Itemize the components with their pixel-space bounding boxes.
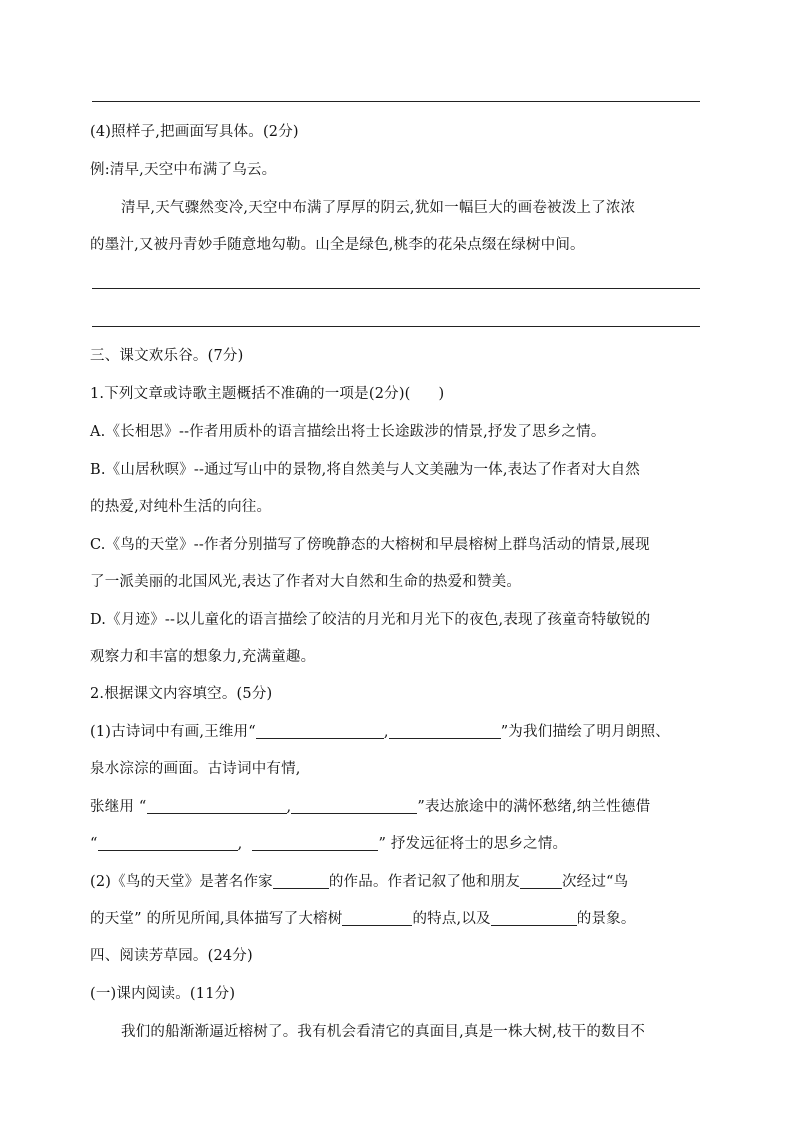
fill-blank[interactable] — [147, 798, 287, 814]
fill-blank[interactable] — [252, 835, 378, 851]
option-b-cont: 的热爱,对纯朴生活的向往。 — [90, 499, 272, 515]
fill-in-line — [90, 909, 636, 929]
sub-heading: (一)课内阅读。(11分) — [90, 986, 236, 1002]
question-stem-text: 1.下列文章或诗歌主题概括不准确的一项是(2分)( — [90, 386, 411, 402]
fill-blank[interactable] — [291, 798, 417, 814]
sample-answer-line: 清早,天气骤然变冷,天空中布满了厚厚的阴云,犹如一幅巨大的画卷被泼上了浓浓 — [121, 200, 636, 216]
fill-blank[interactable] — [389, 723, 501, 739]
text: 的特点,以及 — [412, 911, 491, 927]
fill-in-line — [90, 797, 650, 817]
option-c: C.《鸟的天堂》--作者分别描写了傍晚静态的大榕树和早晨榕树上群鸟活动的情景,展现 — [90, 537, 650, 553]
fill-in-line — [90, 834, 567, 854]
answer-line — [92, 101, 700, 102]
fill-blank[interactable] — [491, 910, 577, 926]
option-a: A.《长相思》--作者用质朴的语言描绘出将士长途跋涉的情景,抒发了思乡之情。 — [90, 424, 606, 440]
option-d: D.《月迹》--以儿童化的语言描绘了皎洁的月光和月光下的夜色,表现了孩童奇特敏锐的 — [90, 612, 651, 628]
fill-in-line — [90, 722, 670, 742]
question-title: (4)照样子,把画面写具体。(2分) — [90, 124, 299, 140]
option-c-cont: 了一派美丽的北国风光,表达了作者对大自然和生命的热爱和赞美。 — [90, 574, 522, 590]
text: 的作品。作者记叙了他和朋友 — [328, 874, 520, 890]
text: (2)《鸟的天堂》是著名作家 — [90, 874, 273, 890]
option-d-cont: 观察力和丰富的想象力,充满童趣。 — [90, 649, 316, 665]
text: , — [237, 836, 243, 852]
question-stem — [90, 384, 444, 404]
bracket-close: ) — [438, 386, 445, 402]
option-b: B.《山居秋暝》--通过写山中的景物,将自然美与人文美融为一体,表达了作者对大自然 — [90, 462, 640, 478]
fill-in-line — [90, 872, 628, 892]
text-line: 泉水淙淙的画面。古诗词中有情, — [90, 761, 301, 777]
text: , — [286, 799, 292, 815]
sample-answer-line: 的墨汁,又被丹青妙手随意地勾勒。山全是绿色,桃李的花朵点缀在绿树中间。 — [90, 237, 585, 253]
text: , — [383, 724, 389, 740]
answer-line[interactable] — [92, 326, 700, 327]
fill-blank[interactable] — [256, 723, 384, 739]
example-sentence: 例:清早,天空中布满了乌云。 — [90, 162, 277, 178]
text: 的景象。 — [576, 911, 636, 927]
text: ”表达旅途中的满怀愁绪,纳兰性德借 — [417, 799, 651, 815]
text: 的天堂” 的所见所闻,具体描写了大榕树 — [90, 911, 343, 927]
section-heading: 三、课文欢乐谷。(7分) — [90, 348, 244, 364]
text: (1)古诗词中有画,王维用“ — [90, 724, 256, 740]
text: “ — [90, 836, 98, 852]
section-heading: 四、阅读芳草园。(24分) — [90, 948, 253, 964]
fill-blank[interactable] — [98, 835, 238, 851]
question-stem: 2.根据课文内容填空。(5分) — [90, 686, 273, 702]
text: 张继用 “ — [90, 799, 147, 815]
fill-blank[interactable] — [520, 873, 562, 889]
text: ” 抒发远征将士的思乡之情。 — [378, 836, 568, 852]
fill-blank[interactable] — [342, 910, 412, 926]
fill-blank[interactable] — [273, 873, 329, 889]
text: 次经过“鸟 — [561, 874, 629, 890]
answer-line[interactable] — [92, 288, 700, 289]
passage-line: 我们的船渐渐逼近榕树了。我有机会看清它的真面目,真是一株大树,枝干的数目不 — [121, 1024, 646, 1040]
text: ”为我们描绘了明月朗照、 — [500, 724, 670, 740]
